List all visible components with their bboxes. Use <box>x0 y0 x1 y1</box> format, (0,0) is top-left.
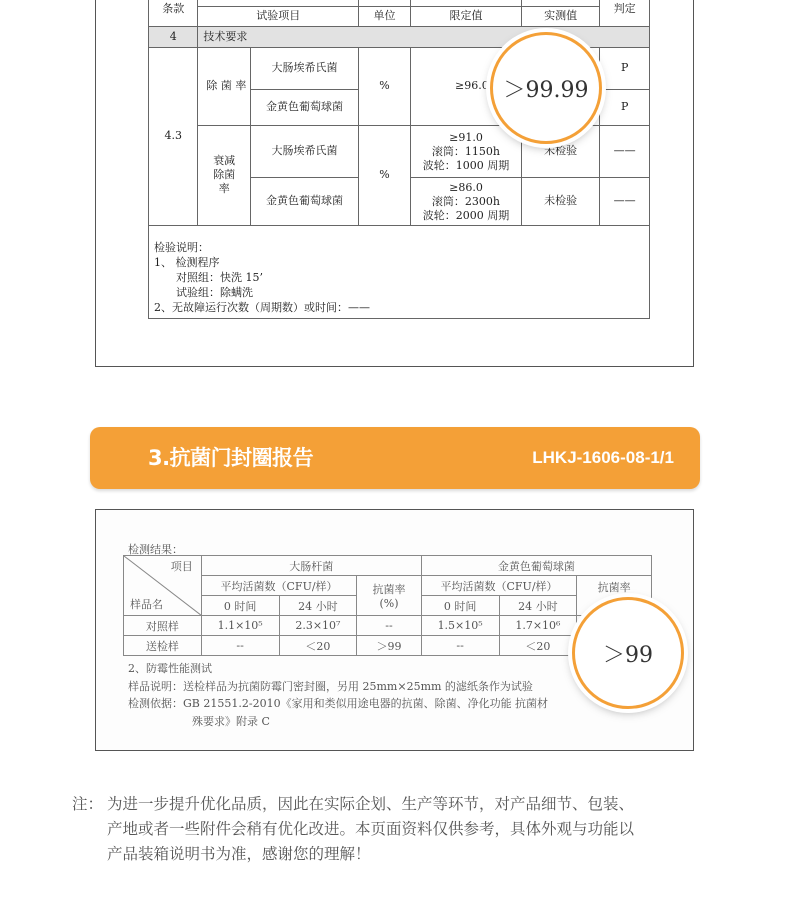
table-row: 对照样 1.1×10⁵ 2.3×10⁷ -- 1.5×10⁵ 1.7×10⁶ <box>124 616 652 636</box>
rate-header-1: 抗菌率 (%) <box>357 576 421 616</box>
magnifier-value: ＞99.99 <box>503 77 589 103</box>
group1-item-2: 金黄色葡萄球菌 <box>250 90 358 126</box>
group1-result-2: P <box>600 90 650 126</box>
banner-report-code: LHKJ-1606-08-1/1 <box>532 448 674 467</box>
header-measured: 实测值 <box>521 7 599 27</box>
section-no: 4 <box>149 27 198 48</box>
footnote-text: 为进一步提升优化品质，因此在实际企划、生产等环节，对产品细节、包装、 产地或者一些附件会稍有优化改进。本页面资料仅供参考，具体外观与功能以 产品装箱说明书为准，感谢您的理解！ <box>107 795 635 863</box>
test-report-1 <box>95 0 694 367</box>
report1-notes: 检验说明： 1、 检测程序 对照组：快洗 15’ 试验组：除螨洗 2、无故障运行次数（周期数）或时间：—— <box>154 241 370 314</box>
avg-count-header-2: 平均活菌数（CFU/样） <box>421 576 577 596</box>
rate-header-2: 抗菌率 <box>577 576 652 616</box>
table-row: 送检样 -- ＜20 ＞99 -- ＜20 <box>124 636 652 656</box>
group2-item-1: 大肠埃希氏菌 <box>250 126 358 178</box>
group-name-ecoli: 大肠杆菌 <box>201 556 421 576</box>
group1-item-1: 大肠埃希氏菌 <box>250 48 358 90</box>
magnifier-value: ＞99 <box>603 642 653 668</box>
header-item: 试验项目 <box>198 7 359 27</box>
group2-measured-1: 未检验 <box>521 126 599 178</box>
group-name-staph: 金黄色葡萄球菌 <box>421 556 651 576</box>
header-limit: 限定值 <box>410 7 521 27</box>
group2-measured-2: 未检验 <box>521 178 599 226</box>
magnifier-highlight-1 <box>490 32 602 144</box>
group2-item-2: 金黄色葡萄球菌 <box>250 178 358 226</box>
report2-table: 项目 样品名 大肠杆菌 金黄色葡萄球菌 平均活菌数（CFU/样） 抗菌率 (%) 平均活菌数（CFU/样） 抗菌率 0 时间 24 小时 0 时间 24 小时 对照样 1.1×10⁵ 2.3×10⁷ -- 1.5×10⁵ 1.7×10⁶ 送检样 -- ＜20 ＞99 -- ＜20 <box>123 555 652 656</box>
group2-unit: % <box>359 126 411 226</box>
header-unit: 单位 <box>359 7 411 27</box>
header-clause: 条款 <box>149 0 198 27</box>
group1-limit: ≥96.0 <box>410 48 599 126</box>
group2-limit-1: ≥91.0 滚筒：1150h 波轮：1000 周期 <box>410 126 521 178</box>
group2-name: 衰减 除菌 率 <box>198 126 251 226</box>
section-banner <box>90 427 700 489</box>
results-label: 检测结果： <box>128 543 183 556</box>
footnote-label: 注： <box>72 795 104 813</box>
group1-unit: % <box>359 48 411 126</box>
group2-limit-2: ≥86.0 滚筒：2300h 波轮：2000 周期 <box>410 178 521 226</box>
report2-notes: 2、防霉性能测试 样品说明：送检样品为抗菌防霉门密封圈，另用 25mm×25mm 的滤纸条作为试验 检测依据：GB 21551.2-2010《家用和类似用途电器的抗菌、除菌、净化功能 抗菌材 殊要求》附录 C <box>128 662 549 728</box>
clause-no: 4.3 <box>149 48 198 226</box>
magnifier-highlight-2 <box>572 597 684 709</box>
diagonal-header: 项目 样品名 <box>124 556 202 616</box>
group1-result-1: P <box>600 48 650 90</box>
group2-result-1: —— <box>600 126 650 178</box>
avg-count-header-1: 平均活菌数（CFU/样） <box>201 576 357 596</box>
footnote <box>72 792 742 867</box>
group1-name: 除 菌 率 <box>198 48 251 126</box>
group2-result-2: —— <box>600 178 650 226</box>
header-judge: 判定 <box>600 0 650 27</box>
banner-title: 3.抗菌门封圈报告 <box>148 446 314 470</box>
section-label: 技术要求 <box>198 27 650 48</box>
